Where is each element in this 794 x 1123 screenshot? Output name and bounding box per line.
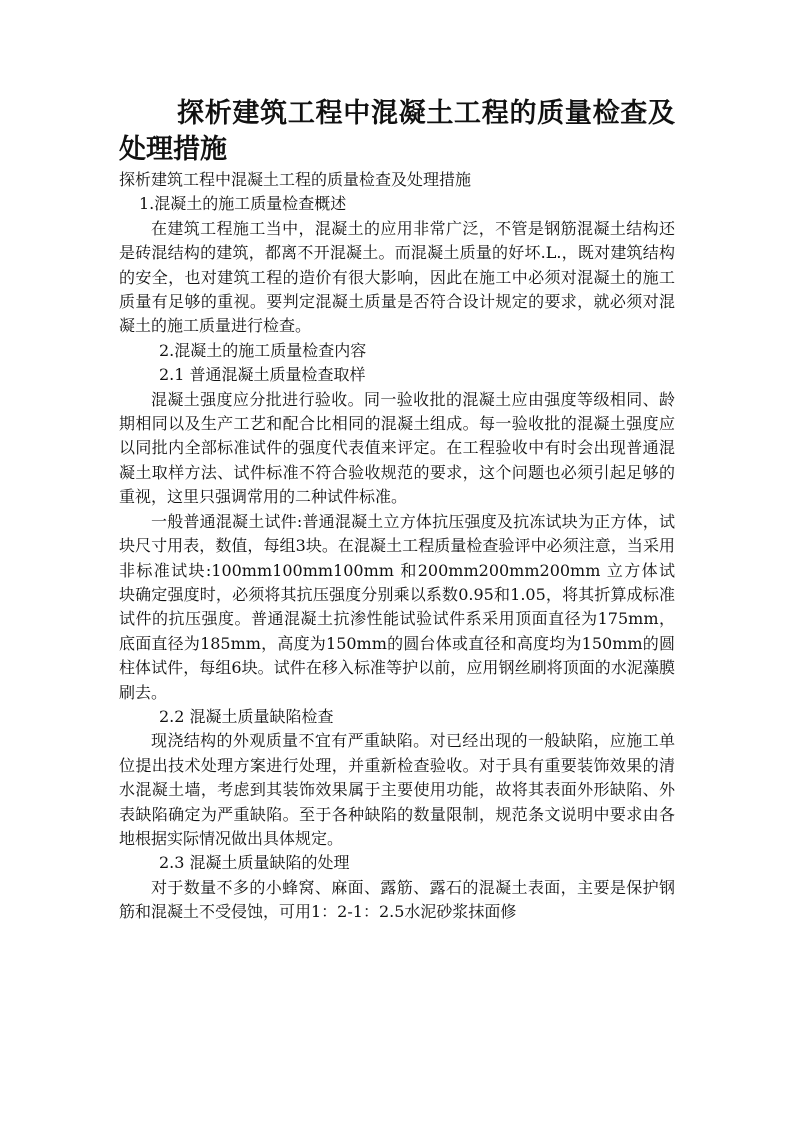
- subsection-heading: 2.3 混凝土质量缺陷的处理: [159, 853, 350, 873]
- document-page: [119, 96, 675, 925]
- section-heading: 2.混凝土的施工质量检查内容: [159, 340, 367, 360]
- document-subtitle: 探析建筑工程中混凝土工程的质量检查及处理措施: [119, 170, 472, 189]
- body-paragraph: 混凝土强度应分批进行验收。同一验收批的混凝土应由强度等级相同、龄期相同以及生产工艺和配合比相同的混凝土组成。每一验收批的混凝土强度应以同批内全部标准试件的强度代表值来评定。在工程验收中有时会出现普通混凝土取样方法、试件标准不符合验收规范的要求，这个问题也必须引起足够的重视，这里只强调常用的二种试件标准。: [119, 389, 675, 507]
- subsection-heading: 2.2 混凝土质量缺陷检查: [159, 706, 334, 726]
- section-heading: 1.混凝土的施工质量检查概述: [139, 194, 347, 214]
- body-paragraph: 对于数量不多的小蜂窝、麻面、露筋、露石的混凝土表面，主要是保护钢筋和混凝土不受侵蚀，可用1：2-1：2.5水泥砂浆抹面修: [119, 877, 675, 922]
- body-paragraph: 在建筑工程施工当中，混凝土的应用非常广泛，不管是钢筋混凝土结构还是砖混结构的建筑，都离不开混凝土。而混凝土质量的好坏.L.，既对建筑结构的安全，也对建筑工程的造价有很大影响，因此在施工中必须对混凝土的施工质量有足够的重视。要判定混凝土质量是否符合设计规定的要求，就必须对混凝土的施工质量进行检查。: [119, 218, 675, 336]
- document-title: 探析建筑工程中混凝土工程的质量检查及处理措施: [119, 98, 675, 165]
- subsection-heading: 2.1 普通混凝土质量检查取样: [159, 365, 366, 385]
- body-paragraph: 一般普通混凝土试件:普通混凝土立方体抗压强度及抗冻试块为正方体，试块尺寸用表，数值，每组3块。在混凝土工程质量检查验评中必须注意，当采用非标准试块:100mm100mm100mm 和200mm200mm200mm 立方体试块确定强度时，必须将其抗压强度分别乘以系数0.95和1.05，将其折算成标准试件的抗压强度。普通混凝土抗渗性能试验试件系采用顶面直径为175mm，底面直径为185mm，高度为150mm的圆台体或直径和高度均为150mm的圆柱体试件，每组6块。试件在移入标准等护以前，应用钢丝刷将顶面的水泥藻膜刷去。: [119, 511, 675, 702]
- body-paragraph: 现浇结构的外观质量不宜有严重缺陷。对已经出现的一般缺陷，应施工单位提出技术处理方案进行处理，并重新检查验收。对于具有重要装饰效果的清水混凝土墙，考虑到其装饰效果属于主要使用功能，故将其表面外形缺陷、外表缺陷确定为严重缺陷。至于各种缺陷的数量限制，规范条文说明中要求由各地根据实际情况做出具体规定。: [119, 731, 675, 848]
